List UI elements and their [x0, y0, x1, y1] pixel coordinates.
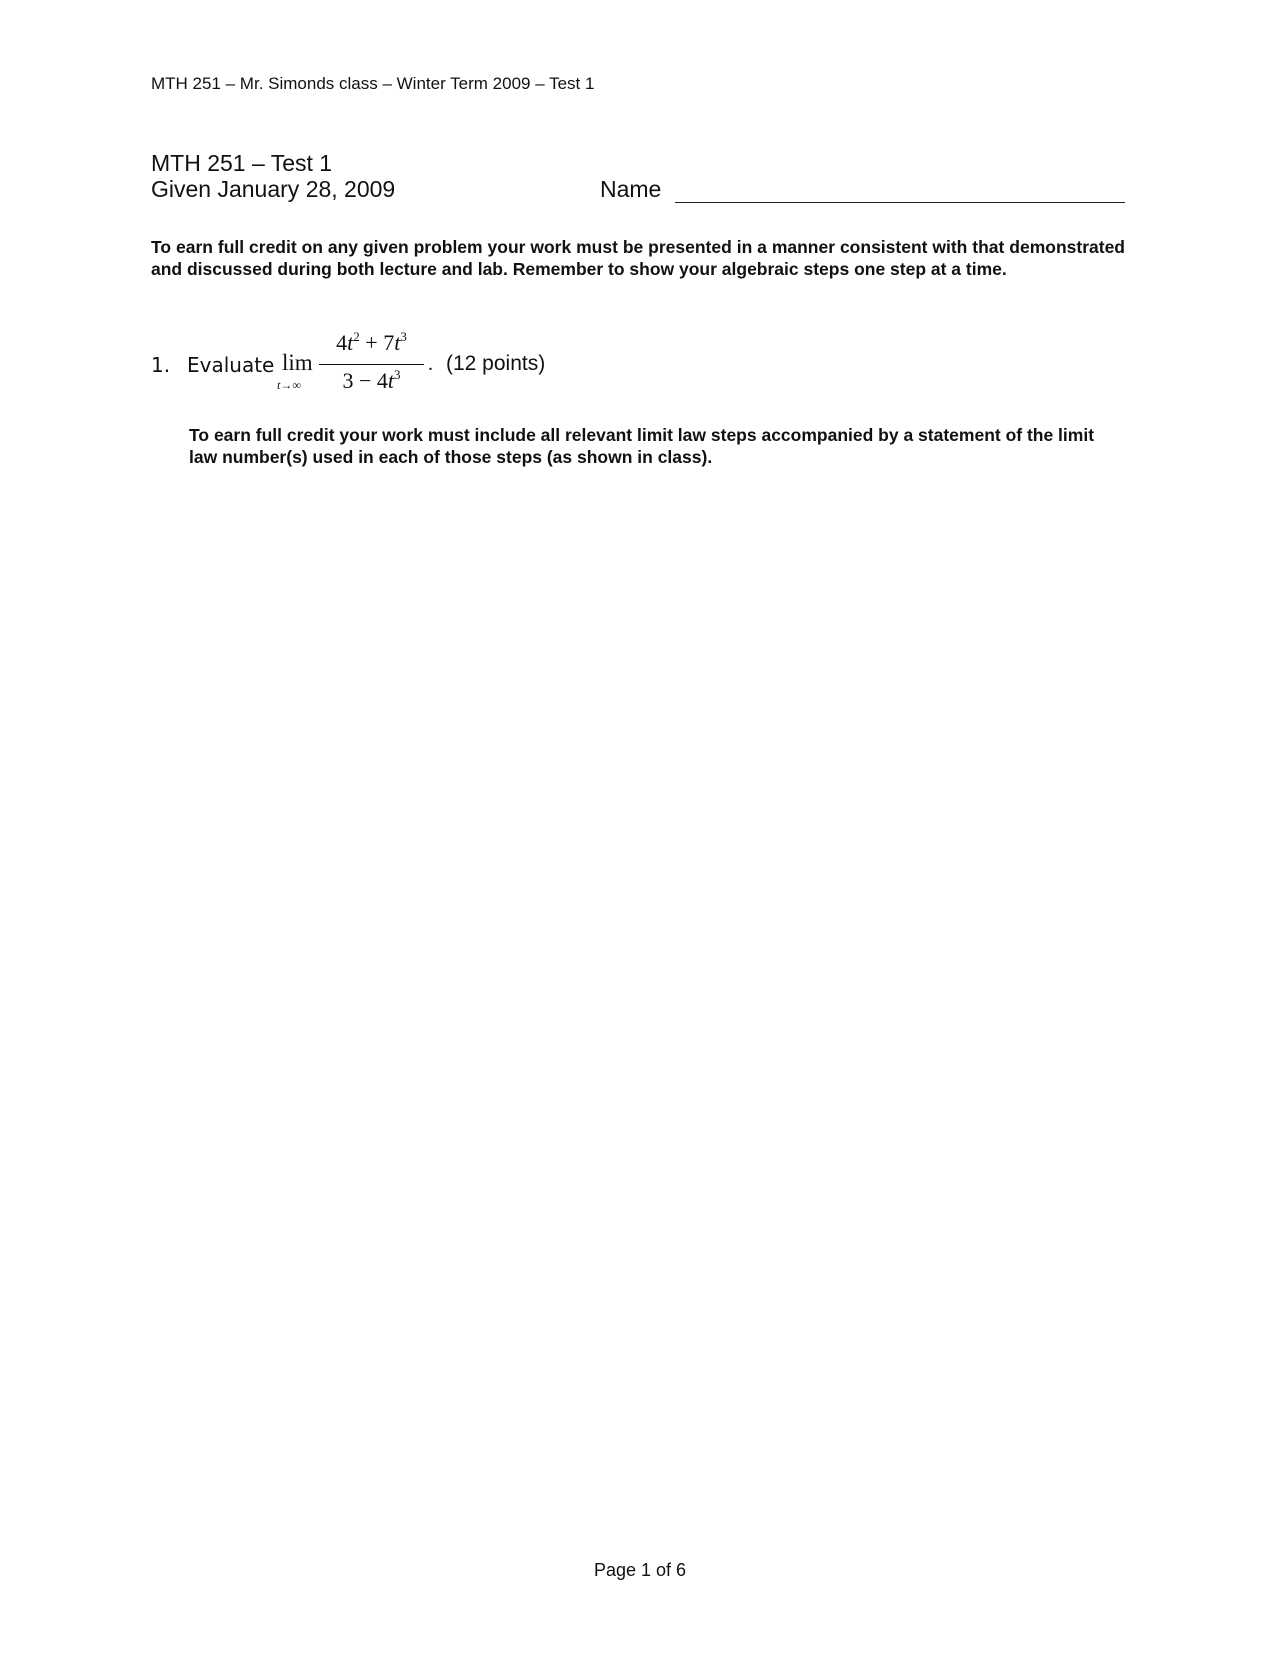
problem-1-note: To earn full credit your work must include all relevant limit law steps accompanied by a statement of the limit law number(s) used in each of those steps (as shown in class).: [189, 425, 1095, 467]
fraction-numerator: $4t^2 + 7t^3$: [336, 329, 407, 355]
test-title: MTH 251 – Test 1: [151, 150, 333, 176]
problem-points: (12 points): [446, 352, 546, 375]
general-instructions: To earn full credit on any given problem your work must be presented in a manner consistent with that demonstrated and discussed during both lecture and lab. Remember to show your algebraic steps one step at a time.: [151, 237, 1125, 279]
problem-number: 1.: [151, 353, 171, 377]
limit-operator: lim: [282, 350, 313, 375]
fraction-bar: [319, 364, 424, 365]
problem-verb: Evaluate: [187, 353, 275, 377]
page-number: Page 1 of 6: [593, 1560, 687, 1580]
expression-period: .: [428, 353, 433, 375]
name-blank-line: [675, 202, 1125, 203]
limit-fraction: [319, 330, 424, 400]
fraction-denominator: $3 - 4t^3$: [342, 367, 401, 393]
problem-1: [151, 330, 851, 400]
limit-approach: t→∞: [277, 378, 301, 392]
running-header: MTH 251 – Mr. Simonds class – Winter Term 2009 – Test 1: [151, 74, 595, 93]
name-label: Name: [600, 176, 662, 202]
test-date: Given January 28, 2009: [151, 176, 396, 202]
